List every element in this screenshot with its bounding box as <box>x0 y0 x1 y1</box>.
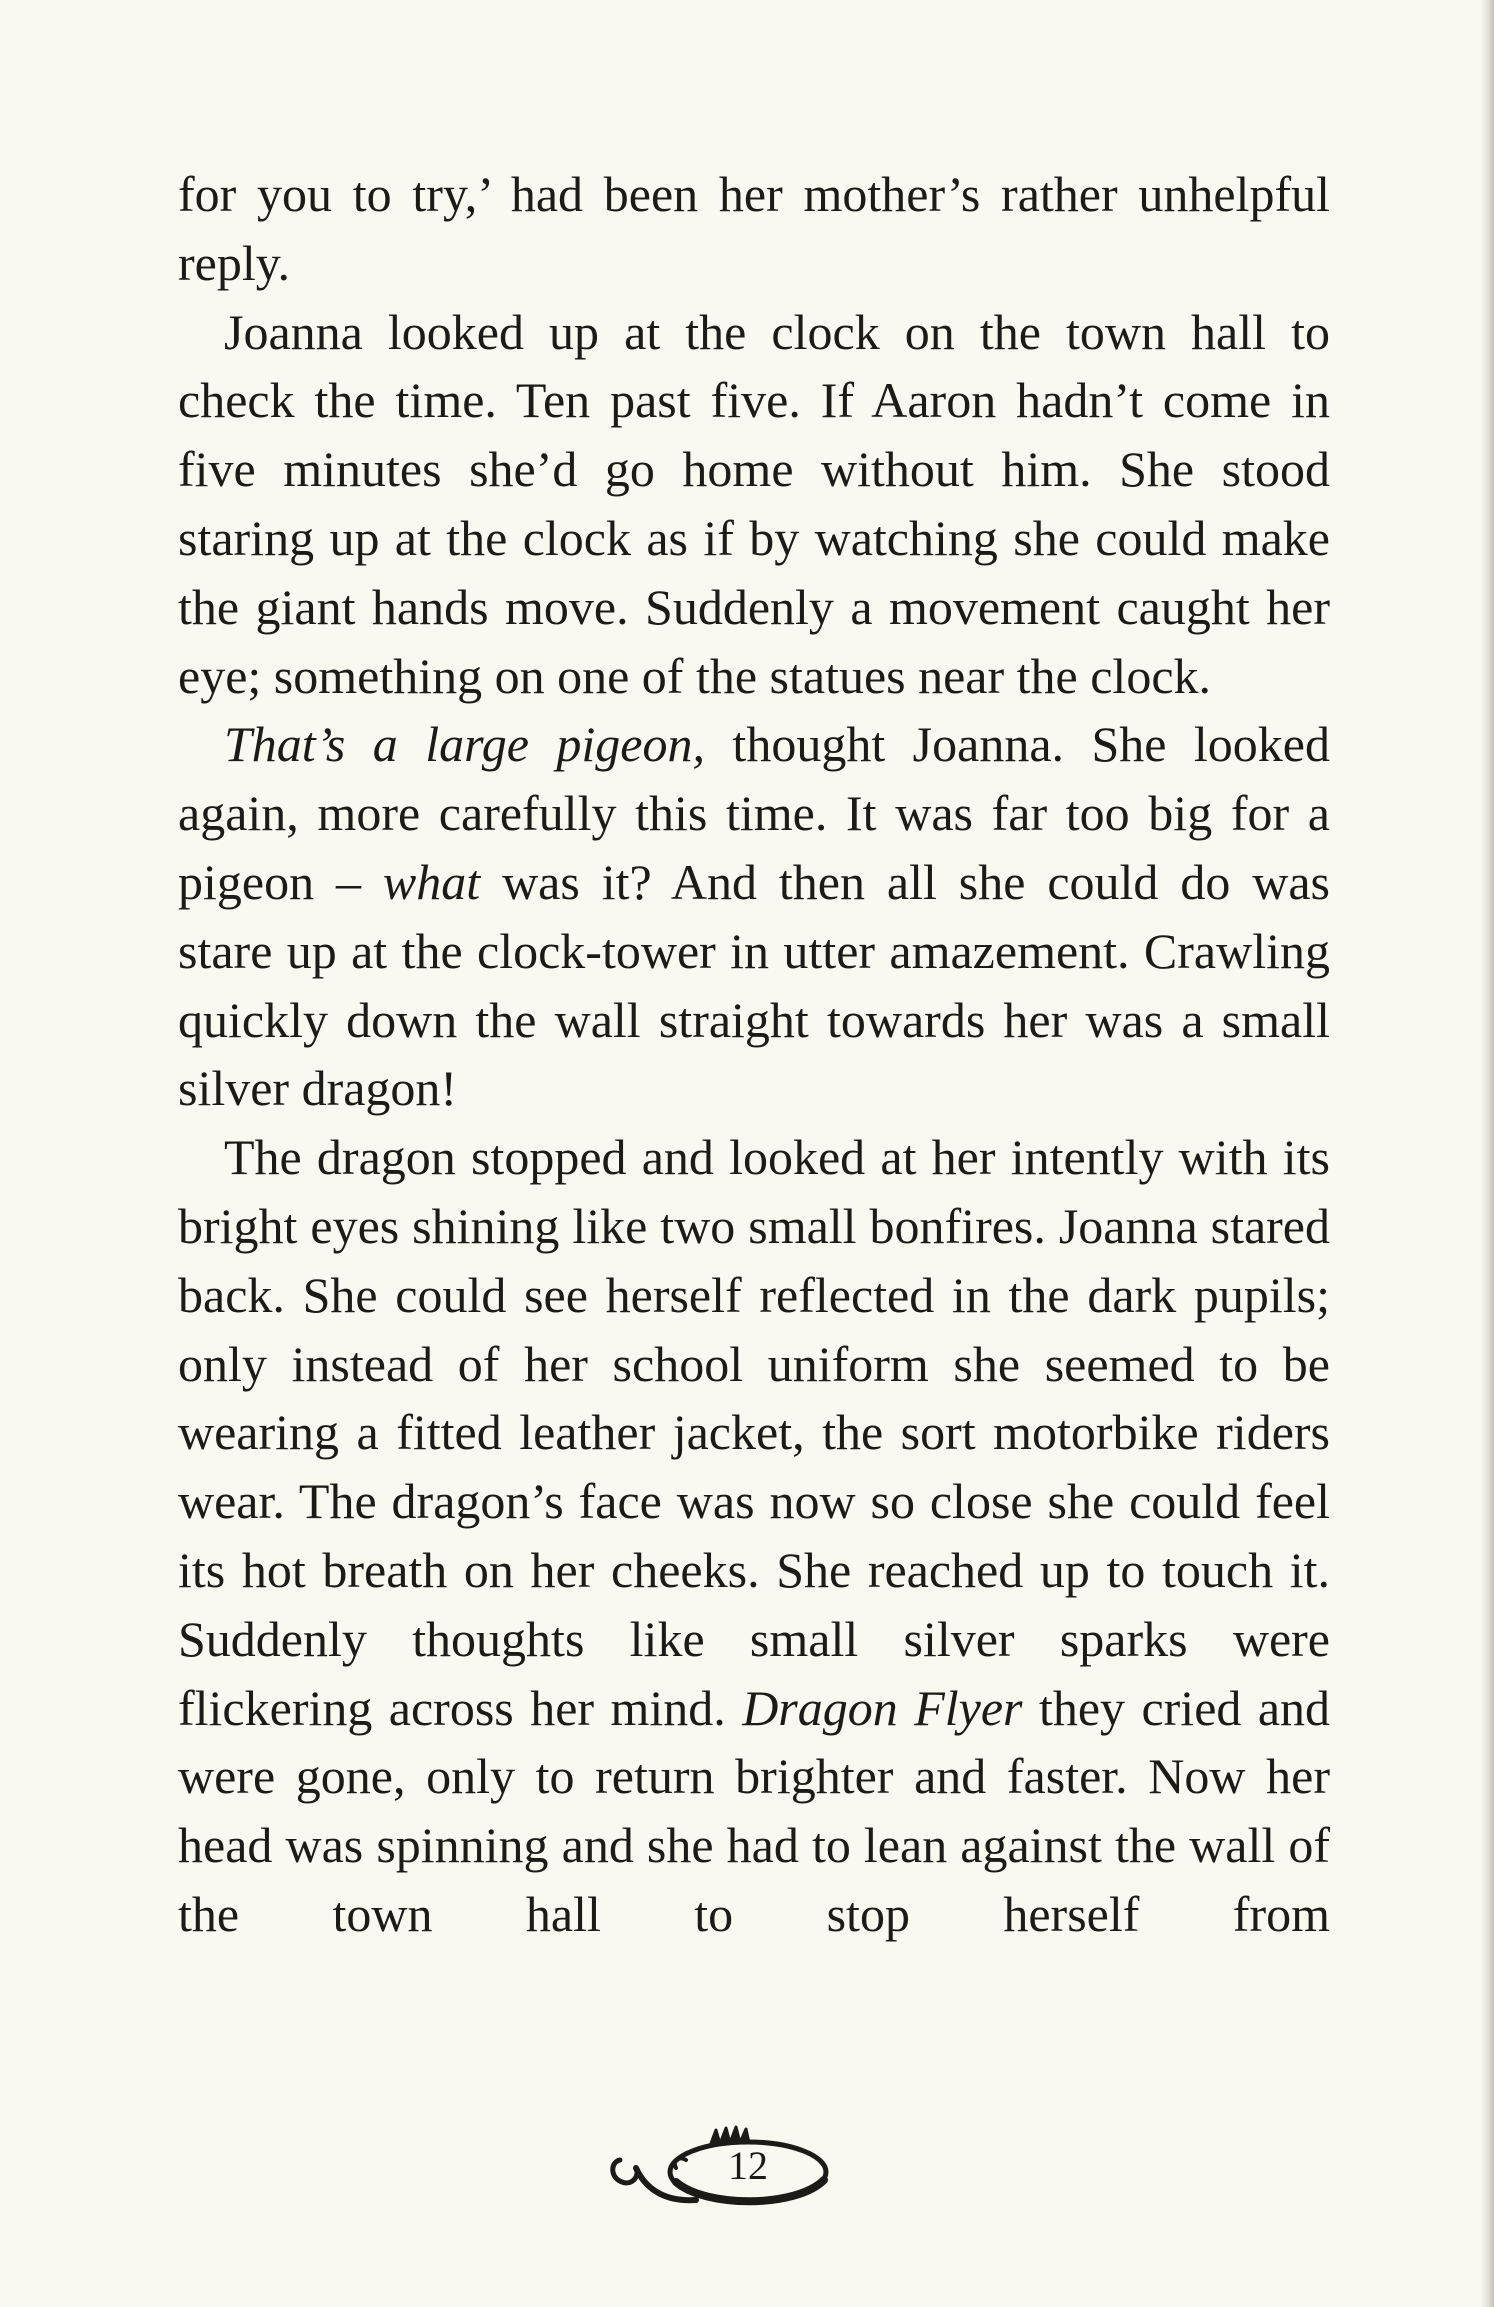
paragraph-4-text-a: The dragon stopped and looked at her intently with its bright eyes shining like two small bonfires. Joanna stared back. She could see herself reflected in the dark pupils; only instead of her school uniform she seemed to be wearing a fitted leather jacket, the sort motorbike riders wear. The dragon’s face was now so close she could feel its hot breath on her cheeks. She reached up to touch it. Suddenly thoughts like small silver sparks were flickering across her mind. <box>178 1129 1330 1736</box>
paragraph-1 <box>178 160 1330 298</box>
paragraph-4-italic-dragon-flyer: Dragon Flyer <box>742 1679 1023 1736</box>
paragraph-4 <box>178 1123 1330 1949</box>
paragraph-3-italic-what: what <box>382 853 481 910</box>
paragraph-3-italic-thats-a-large-pigeon: That’s a large pigeon, <box>224 716 705 773</box>
paragraph-2-text: Joanna looked up at the clock on the town hall to check the time. Ten past five. If Aaron hadn’t come in five minutes she’d go home without him. She stood staring up at the clock as if by watching she could make the giant hands move. Suddenly a movement caught her eye; something on one of the statues near the clock. <box>178 303 1330 704</box>
page-number: 12 <box>728 2143 768 2188</box>
paragraph-3-text-a: thought Joanna. She looked again, more carefully this time. It was far too big for a pigeon – <box>178 716 1330 910</box>
paragraph-2 <box>178 298 1330 711</box>
paragraph-1-text: for you to try,’ had been her mother’s rather unhelpful reply. <box>178 166 1330 291</box>
body-text <box>178 160 1330 1949</box>
paragraph-3-text-b: was it? And then all she could do was stare up at the clock-tower in utter amazement. Crawling quickly down the wall straight towards her was a small silver dragon! <box>178 853 1330 1117</box>
paragraph-4-text-b: they cried and were gone, only to return brighter and faster. Now her head was spinning and she had to lean against the wall of the town hall to stop herself from <box>178 1679 1331 1942</box>
paragraph-3 <box>178 710 1330 1123</box>
page-edge-shadow <box>1480 0 1494 2307</box>
